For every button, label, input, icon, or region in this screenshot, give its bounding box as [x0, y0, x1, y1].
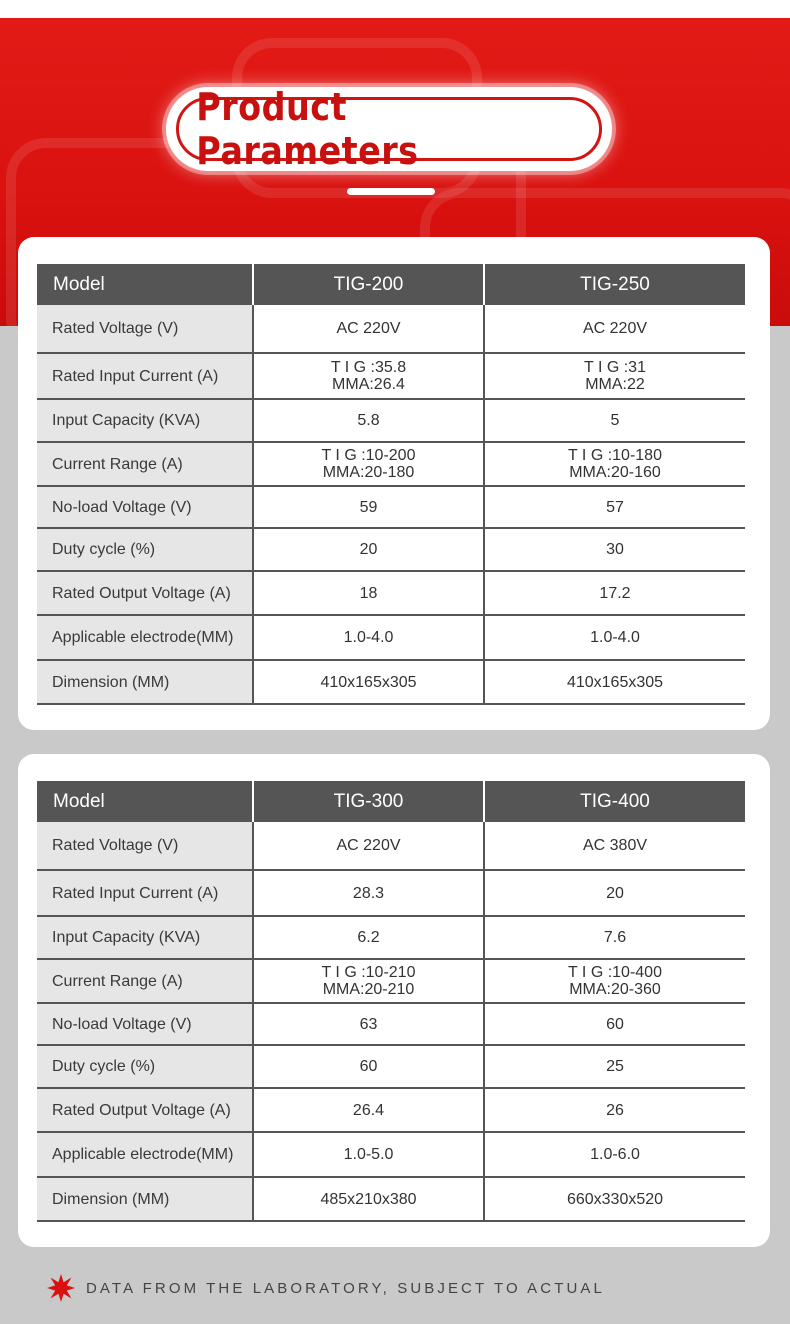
- row-label: Duty cycle (%): [37, 1045, 253, 1088]
- table-row: [37, 1177, 745, 1221]
- footer-text: DATA FROM THE LABORATORY, SUBJECT TO ACTUAL: [86, 1279, 605, 1297]
- row-value: 63: [253, 1003, 484, 1045]
- page-title: Product Parameters: [196, 85, 419, 173]
- table-row: [37, 399, 745, 442]
- row-label: Dimension (MM): [37, 1177, 253, 1221]
- table-row: [37, 916, 745, 959]
- table-row: [37, 528, 745, 571]
- row-value: 30: [484, 528, 745, 571]
- row-value: 26: [484, 1088, 745, 1132]
- header-cell-model: Model: [37, 781, 253, 822]
- row-label: No-load Voltage (V): [37, 486, 253, 528]
- row-label: No-load Voltage (V): [37, 1003, 253, 1045]
- table-row: [37, 959, 745, 1003]
- row-label: Applicable electrode(MM): [37, 615, 253, 660]
- row-value: 60: [253, 1045, 484, 1088]
- row-label: Rated Voltage (V): [37, 822, 253, 870]
- row-label: Rated Output Voltage (A): [37, 571, 253, 615]
- row-value: T I G :35.8 MMA:26.4: [253, 353, 484, 399]
- row-value: T I G :31 MMA:22: [484, 353, 745, 399]
- table-row: [37, 615, 745, 660]
- row-value: AC 220V: [484, 305, 745, 353]
- row-label: Rated Output Voltage (A): [37, 1088, 253, 1132]
- row-label: Rated Input Current (A): [37, 353, 253, 399]
- row-label: Current Range (A): [37, 442, 253, 486]
- spec-card-2: [18, 754, 770, 1247]
- table-row: [37, 1045, 745, 1088]
- title-pill: [166, 87, 612, 171]
- row-label: Dimension (MM): [37, 660, 253, 704]
- row-value: 1.0-5.0: [253, 1132, 484, 1177]
- top-strip: [0, 0, 790, 18]
- star-burst-icon: [47, 1274, 75, 1302]
- header-cell-tig-400: TIG-400: [484, 781, 745, 822]
- spec-table-1: [37, 264, 745, 705]
- table-row: [37, 486, 745, 528]
- row-value: AC 220V: [253, 305, 484, 353]
- row-value: 28.3: [253, 870, 484, 916]
- row-value: AC 380V: [484, 822, 745, 870]
- row-label: Rated Input Current (A): [37, 870, 253, 916]
- row-value: 20: [484, 870, 745, 916]
- spec-card-1: [18, 237, 770, 730]
- header-cell-tig-300: TIG-300: [253, 781, 484, 822]
- row-label: Rated Voltage (V): [37, 305, 253, 353]
- header-cell-tig-250: TIG-250: [484, 264, 745, 305]
- row-label: Applicable electrode(MM): [37, 1132, 253, 1177]
- row-label: Input Capacity (KVA): [37, 399, 253, 442]
- row-label: Duty cycle (%): [37, 528, 253, 571]
- row-value: 20: [253, 528, 484, 571]
- row-value: 1.0-6.0: [484, 1132, 745, 1177]
- table-row: [37, 1132, 745, 1177]
- row-value: 18: [253, 571, 484, 615]
- row-label: Input Capacity (KVA): [37, 916, 253, 959]
- footer-note: [47, 1274, 605, 1302]
- row-value: AC 220V: [253, 822, 484, 870]
- row-value: 660x330x520: [484, 1177, 745, 1221]
- header-cell-model: Model: [37, 264, 253, 305]
- row-value: T I G :10-210 MMA:20-210: [253, 959, 484, 1003]
- row-value: 17.2: [484, 571, 745, 615]
- header-cell-tig-200: TIG-200: [253, 264, 484, 305]
- row-value: 410x165x305: [253, 660, 484, 704]
- row-value: 57: [484, 486, 745, 528]
- table-row: [37, 1003, 745, 1045]
- row-value: 1.0-4.0: [484, 615, 745, 660]
- row-value: 5: [484, 399, 745, 442]
- table-header-row: [37, 781, 745, 822]
- row-value: 1.0-4.0: [253, 615, 484, 660]
- row-value: 410x165x305: [484, 660, 745, 704]
- row-value: 26.4: [253, 1088, 484, 1132]
- table-row: [37, 353, 745, 399]
- row-value: 59: [253, 486, 484, 528]
- row-value: T I G :10-180 MMA:20-160: [484, 442, 745, 486]
- table-row: [37, 1088, 745, 1132]
- table-row: [37, 305, 745, 353]
- table-row: [37, 442, 745, 486]
- title-underline: [347, 188, 435, 195]
- row-value: 60: [484, 1003, 745, 1045]
- row-value: T I G :10-200 MMA:20-180: [253, 442, 484, 486]
- row-value: T I G :10-400 MMA:20-360: [484, 959, 745, 1003]
- row-value: 485x210x380: [253, 1177, 484, 1221]
- row-value: 5.8: [253, 399, 484, 442]
- table-row: [37, 822, 745, 870]
- table-row: [37, 571, 745, 615]
- spec-table-2: [37, 781, 745, 1222]
- table-row: [37, 870, 745, 916]
- row-value: 6.2: [253, 916, 484, 959]
- table-header-row: [37, 264, 745, 305]
- row-label: Current Range (A): [37, 959, 253, 1003]
- row-value: 25: [484, 1045, 745, 1088]
- row-value: 7.6: [484, 916, 745, 959]
- table-row: [37, 660, 745, 704]
